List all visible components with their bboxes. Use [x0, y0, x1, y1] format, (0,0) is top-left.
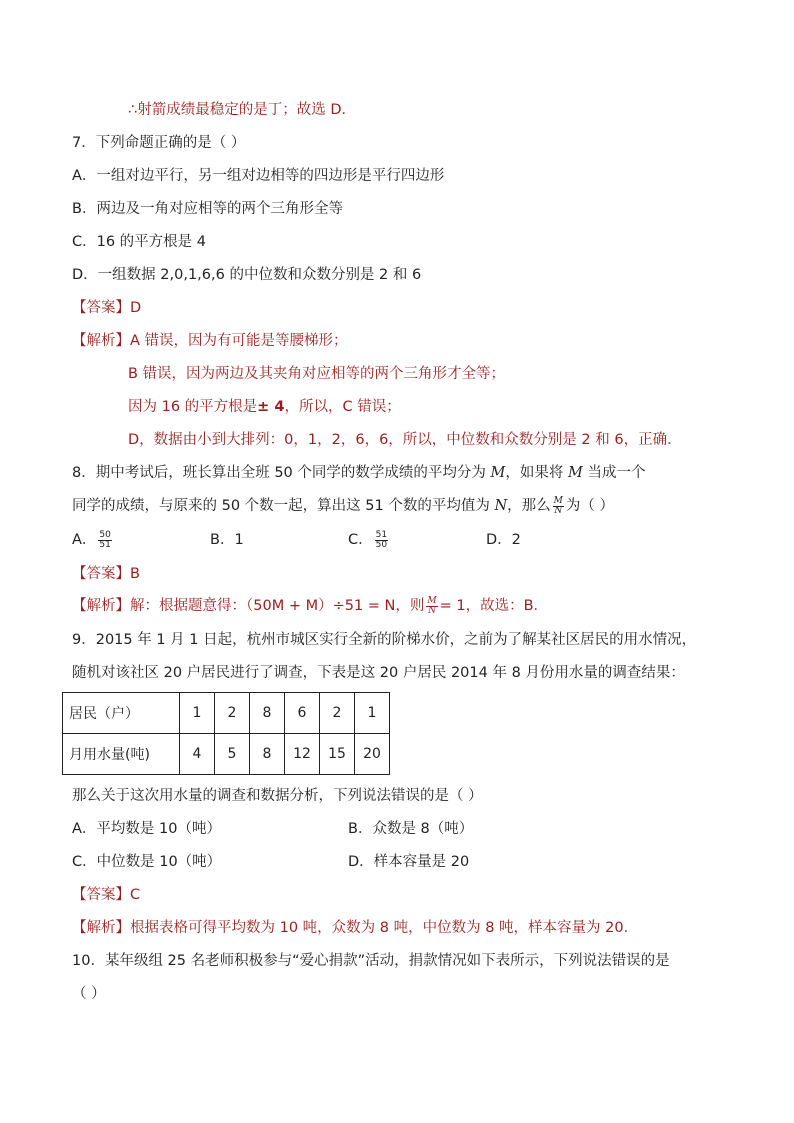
analysis-tag: 【解析】: [72, 920, 130, 936]
table-cell: 8: [250, 693, 285, 734]
q7-option-b: B．两边及一角对应相等的两个三角形全等: [72, 201, 343, 217]
table-row: [63, 693, 390, 734]
q9-question: 那么关于这次用水量的调查和数据分析，下列说法错误的是（ ）: [72, 788, 483, 804]
analysis-text: ，所以，C 错误；: [284, 399, 401, 415]
q9-option-a: A．平均数是 10（吨）: [72, 821, 221, 837]
fraction-denominator: N: [428, 605, 436, 616]
table-cell: 15: [320, 734, 355, 775]
plus-minus-four: ± 4: [257, 399, 285, 415]
answer-tag: 【答案】: [72, 887, 130, 903]
q10-line-2: （ ）: [72, 986, 106, 1002]
analysis-text: 根据表格可得平均数为 10 吨，众数为 8 吨，中位数为 8 吨，样本容量为 20.: [130, 920, 629, 936]
q7-option-d: D．一组数据 2,0,1,6,6 的中位数和众数分别是 2 和 6: [72, 267, 422, 283]
q8-line-1: [72, 463, 645, 483]
table-cell: 1: [355, 693, 390, 734]
answer-value: D: [130, 300, 142, 316]
table-cell: 6: [285, 693, 320, 734]
fraction-numerator: 50: [99, 529, 111, 540]
option-label: A．: [72, 532, 97, 548]
answer-tag: 【答案】: [72, 566, 130, 582]
q10-line-1: 10．某年级组 25 名老师积极参与“爱心捐款”活动，捐款情况如下表所示，下列说法错误的是: [72, 953, 670, 969]
table-cell: 4: [180, 734, 215, 775]
answer-value: B: [130, 566, 140, 582]
q7-analysis-1: [72, 331, 348, 351]
table-cell: 8: [250, 734, 285, 775]
answer-tag: 【答案】: [72, 300, 130, 316]
q7-analysis-2: B 错误，因为两边及其夹角对应相等的两个三角形才全等；: [128, 366, 506, 382]
q9-option-c: C．中位数是 10（吨）: [72, 854, 222, 870]
fraction-50-51: [98, 531, 111, 550]
q9-analysis: [72, 918, 628, 938]
analysis-tag: 【解析】: [72, 598, 130, 614]
variable-n: N: [494, 498, 508, 514]
q8-text: ，如果将: [505, 465, 564, 481]
q9-option-b: B．众数是 8（吨）: [348, 821, 474, 837]
q8-option-c: [348, 530, 390, 550]
q9-line-1: 9．2015 年 1 月 1 日起，杭州市城区实行全新的阶梯水价，之前为了解某社区居民的用水情况，: [72, 632, 697, 648]
analysis-text: 因为 16 的平方根是: [128, 399, 258, 415]
fraction-m-over-n: [426, 597, 437, 616]
q8-option-b: B．1: [210, 532, 244, 548]
answer-value: C: [130, 887, 141, 903]
q8-text: 为（ ）: [565, 498, 614, 514]
variable-m: M: [567, 465, 583, 481]
q8-text: 8．期中考试后，班长算出全班 50 个同学的数学成绩的平均分为: [72, 465, 486, 481]
fraction-denominator: N: [554, 505, 563, 516]
table-row: [63, 734, 390, 775]
q9-line-2: 随机对该社区 20 户居民进行了调查，下表是这 20 户居民 2014 年 8 月份用水量的调查结果：: [72, 665, 685, 681]
table-cell: 20: [355, 734, 390, 775]
fraction-numerator: 51: [375, 529, 388, 540]
q8-text: ，那么: [507, 498, 551, 514]
conclusion-line: ∴射箭成绩最稳定的是丁；故选 D．: [128, 102, 356, 118]
table-header-cell: 居民（户）: [63, 693, 180, 734]
variable-m: M: [490, 465, 506, 481]
fraction-denominator: 50: [375, 539, 388, 550]
q7-analysis-4: D，数据由小到大排列：0，1，2，6，6，所以，中位数和众数分别是 2 和 6，正确．: [128, 432, 682, 448]
table-cell: 2: [215, 693, 250, 734]
q7-option-c: C．16 的平方根是 4: [72, 234, 207, 250]
table-cell: 12: [285, 734, 320, 775]
option-label: C．: [348, 532, 373, 548]
q8-text: 当成一个: [587, 465, 646, 481]
analysis-text: 解：根据题意得：（50M + M）÷51 = N，则: [130, 598, 425, 614]
q8-option-d: D．2: [486, 532, 521, 548]
q8-analysis: [72, 596, 548, 616]
q9-option-d: D．样本容量是 20: [348, 854, 470, 870]
fraction-m-over-n: [553, 497, 564, 516]
q8-option-a: [72, 530, 114, 550]
table-cell: 1: [180, 693, 215, 734]
q7-answer: [72, 298, 141, 318]
analysis-text: A 错误，因为有可能是等腰梯形；: [130, 333, 348, 349]
q7-option-a: A．一组对边平行，另一组对边相等的四边形是平行四边形: [72, 168, 445, 184]
fraction-51-50: [375, 531, 388, 550]
q8-text: 同学的成绩，与原来的 50 个数一起，算出这 51 个数的平均值为: [72, 498, 490, 514]
q7-stem: 7．下列命题正确的是（ ）: [72, 135, 246, 151]
analysis-text: = 1，故选：B．: [439, 598, 549, 614]
q7-analysis-3: [128, 397, 401, 417]
q8-line-2: [72, 496, 614, 516]
fraction-denominator: 51: [99, 539, 111, 550]
analysis-tag: 【解析】: [72, 333, 130, 349]
water-usage-table: [62, 692, 390, 775]
fraction-numerator: M: [427, 595, 437, 606]
table-cell: 2: [320, 693, 355, 734]
fraction-numerator: M: [553, 495, 563, 506]
q8-answer: [72, 564, 140, 584]
q9-answer: [72, 885, 140, 905]
table-header-cell: 月用水量(吨): [63, 734, 180, 775]
table-cell: 5: [215, 734, 250, 775]
